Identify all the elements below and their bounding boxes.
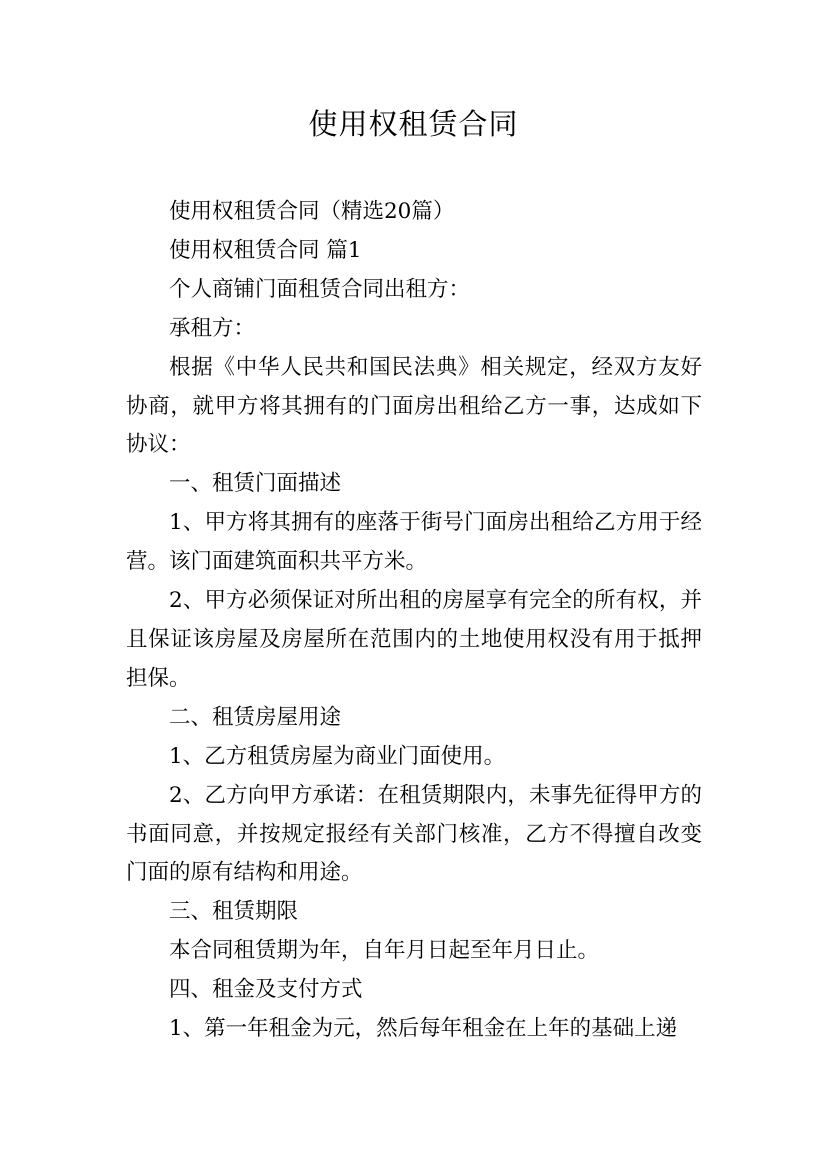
clause-1-1: 1、甲方将其拥有的座落于街号门面房出租给乙方用于经营。该门面建筑面积共平方米。 bbox=[126, 510, 702, 575]
clause-1-2: 2、甲方必须保证对所出租的房屋享有完全的所有权，并且保证该房屋及房屋所在范围内的土地使用权没有用于抵押担保。 bbox=[126, 588, 702, 691]
paragraph-section-heading: 使用权租赁合同 篇1 bbox=[169, 237, 362, 263]
clause-2-1: 1、乙方租赁房屋为商业门面使用。 bbox=[169, 743, 506, 769]
clause-heading-4: 四、租金及支付方式 bbox=[169, 977, 363, 1003]
clause-heading-2: 二、租赁房屋用途 bbox=[169, 704, 342, 730]
document-title: 使用权租赁合同 bbox=[308, 107, 519, 141]
clause-heading-3: 三、租赁期限 bbox=[169, 899, 299, 925]
paragraph-preamble: 根据《中华人民共和国民法典》相关规定，经双方友好协商，就甲方将其拥有的门面房出租给乙方一事，达成如下协议： bbox=[126, 354, 702, 458]
paragraph-lessee: 承租方： bbox=[169, 315, 256, 341]
clause-3-1: 本合同租赁期为年，自年月日起至年月日止。 bbox=[169, 938, 600, 964]
clause-2-2: 2、乙方向甲方承诺：在租赁期限内，未事先征得甲方的书面同意，并按规定报经有关部门核准，乙方不得擅自改变门面的原有结构和用途。 bbox=[126, 782, 702, 886]
clause-4-1: 1、第一年租金为元，然后每年租金在上年的基础上递 bbox=[169, 1016, 678, 1042]
paragraph-subtitle: 使用权租赁合同（精选20篇） bbox=[169, 199, 455, 224]
document-body bbox=[126, 193, 702, 1049]
paragraph-lessor: 个人商铺门面租赁合同出租方： bbox=[169, 276, 471, 302]
clause-heading-1: 一、租赁门面描述 bbox=[169, 471, 342, 497]
